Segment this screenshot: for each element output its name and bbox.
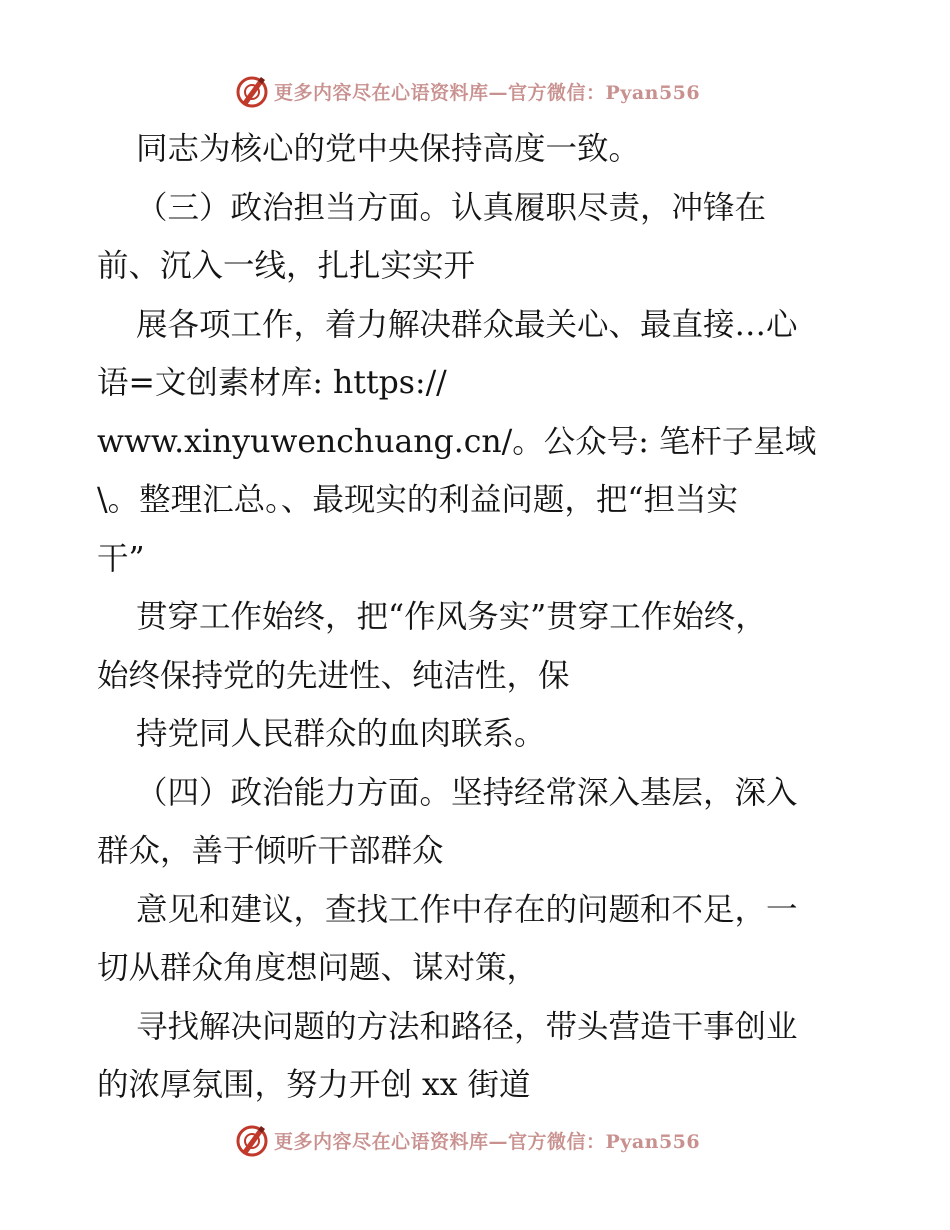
text-line: 展各项工作，着力解决群众最关心、最直接…心	[136, 306, 798, 343]
text-line: 持党同人民群众的血肉联系。	[136, 716, 546, 752]
text-line: \。整理汇总。、最现实的利益问题，把“担当实	[97, 482, 738, 518]
text-line: 的浓厚氛围，努力开创 xx 街道	[97, 1067, 531, 1103]
text-line: www.xinyuwenchuang.cn/。公众号: 笔杆子星域	[97, 423, 817, 460]
pen-logo-icon	[234, 73, 270, 109]
header-banner-text: 更多内容尽在心语资料库—官方微信：Pyan556	[274, 81, 701, 104]
text-line: 贯穿工作始终，把“作风务实”贯穿工作始终，	[136, 599, 767, 635]
text-line: 语=文创素材库: https://	[97, 365, 447, 401]
pen-logo-icon	[234, 1122, 270, 1158]
footer-banner-text: 更多内容尽在心语资料库—官方微信：Pyan556	[274, 1130, 701, 1153]
text-line: 始终保持党的先进性、纯洁性，保	[97, 657, 570, 694]
text-line: 切从群众角度想问题、谋对策，	[97, 950, 539, 986]
body-text	[97, 120, 897, 1115]
text-line: 群众，善于倾听干部群众	[97, 833, 444, 869]
text-line: 意见和建议，查找工作中存在的问题和不足，一	[136, 891, 798, 928]
footer-banner	[234, 1121, 700, 1159]
text-line: 前、沉入一线，扎扎实实开	[97, 248, 476, 284]
text-line: （三）政治担当方面。认真履职尽责，冲锋在	[136, 189, 767, 226]
text-line: 寻找解决问题的方法和路径，带头营造干事创业	[136, 1008, 798, 1045]
header-banner	[234, 72, 700, 110]
text-line: （四）政治能力方面。坚持经常深入基层，深入	[136, 774, 798, 811]
text-line: 同志为核心的党中央保持高度一致。	[136, 131, 641, 167]
text-line: 干”	[97, 540, 145, 577]
